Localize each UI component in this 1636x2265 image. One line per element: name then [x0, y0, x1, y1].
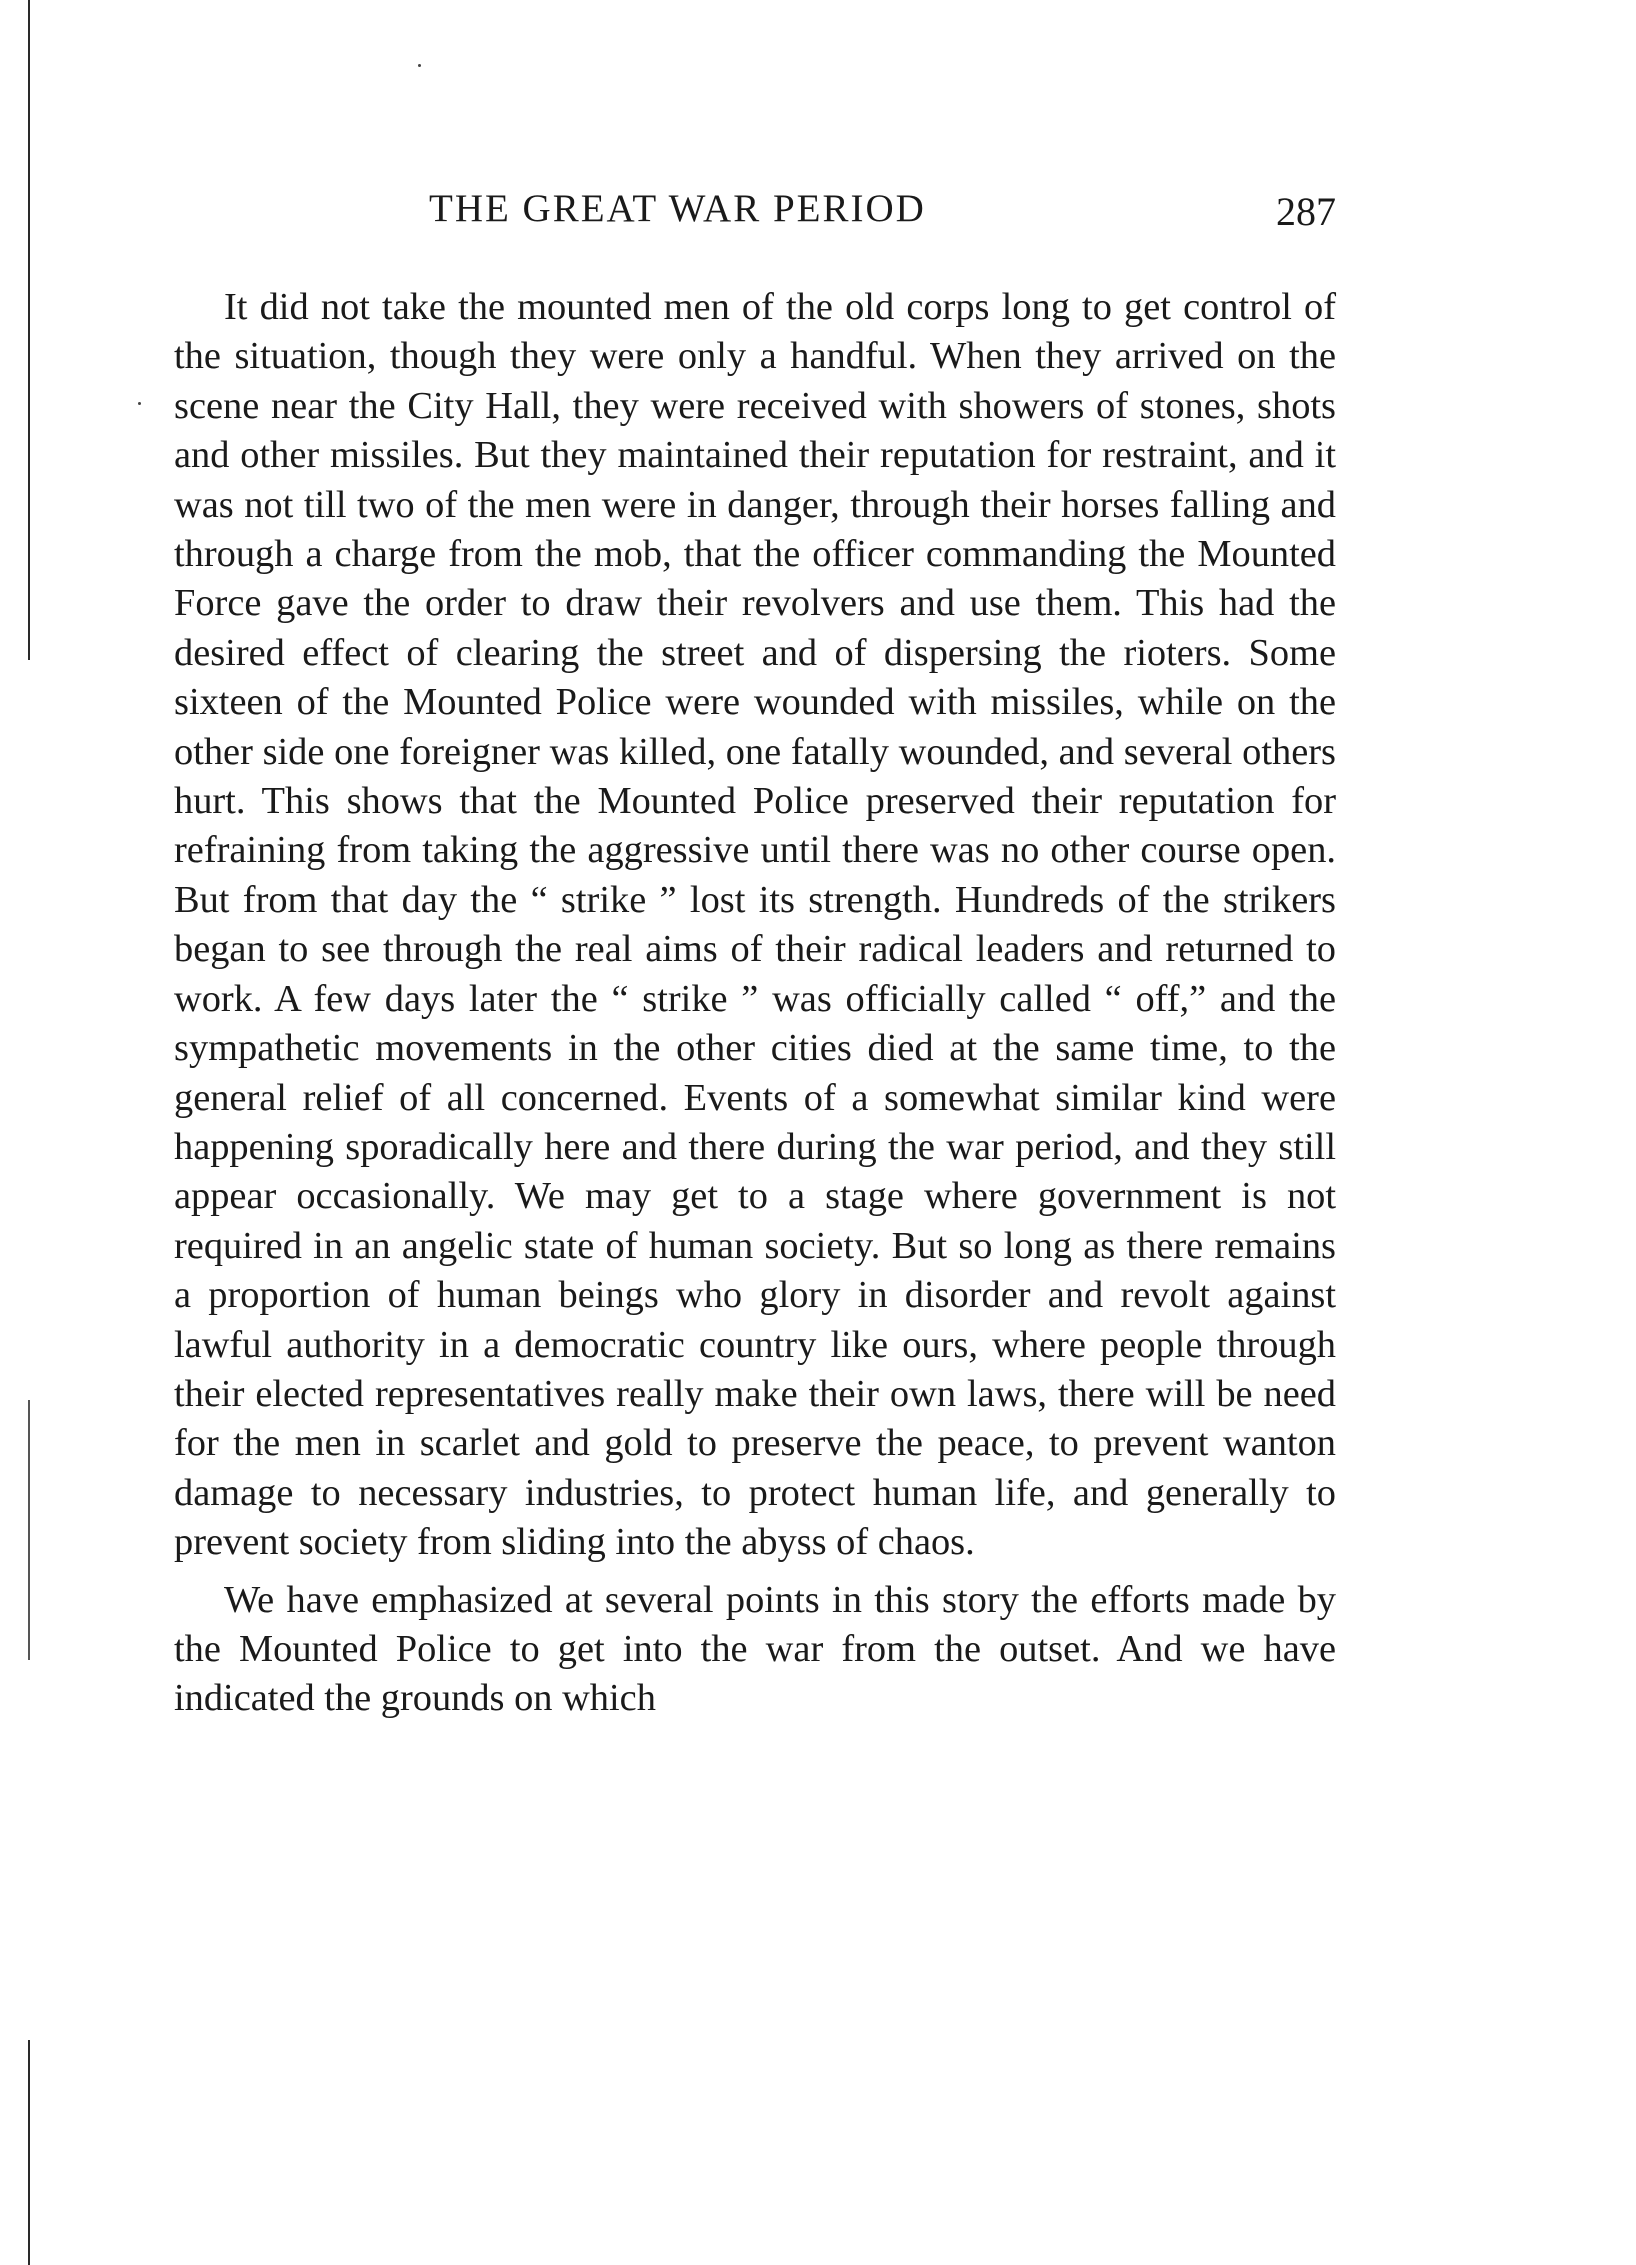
binding-edge-shadow [28, 0, 30, 660]
body-text [174, 283, 1336, 1724]
paragraph: We have emphasized at several points in this story the efforts made by the Mounted Police to get into the war from the outset. And we have indicated the grounds on which [174, 1578, 1336, 1720]
scan-speck [418, 64, 421, 67]
paragraph: It did not take the mounted men of the old corps long to get control of the situation, though they were only a handful. When they arrived on the scene near the City Hall, they were received with showers of stones, shots and other missiles. But they maintained their reputation for restraint, and it was not till two of the men were in danger, through their horses falling and through a charge from the mob, that the officer commanding the Mounted Force gave the order to draw their revolvers and use them. This had the desired effect of clearing the street and of dispersing the rioters. Some sixteen of the Mounted Police were wounded with missiles, while on the other side one foreigner was killed, one fatally wounded, and several others hurt. This shows that the Mounted Police preserved their reputation for refraining from taking the aggressive until there was no other course open. But from that day the “ strike ” lost its strength. Hundreds of the strikers began to see through the real aims of their radical leaders and returned to work. A few days later the “ strike ” was officially called “ off,” and the sympathetic movements in the other cities died at the same time, to the general relief of all concerned. Events of a somewhat similar kind were happening sporadically here and there during the war period, and they still appear occasionally. We may get to a stage where government is not required in an angelic state of human society. But so long as there remains a proportion of human beings who glory in disorder and revolt against lawful authority in a democratic country like ours, where people through their elected representatives really make their own laws, there will be need for the men in scarlet and gold to preserve the peace, to prevent wanton damage to necessary industries, to protect human life, and generally to prevent society from sliding into the abyss of chaos. [174, 286, 1336, 1564]
scan-speck [138, 402, 141, 405]
page-number: 287 [1276, 189, 1336, 234]
binding-edge-shadow [28, 1400, 30, 1660]
binding-edge-shadow [28, 2040, 30, 2265]
running-header [174, 186, 1336, 246]
running-title: THE GREAT WAR PERIOD [429, 187, 926, 230]
